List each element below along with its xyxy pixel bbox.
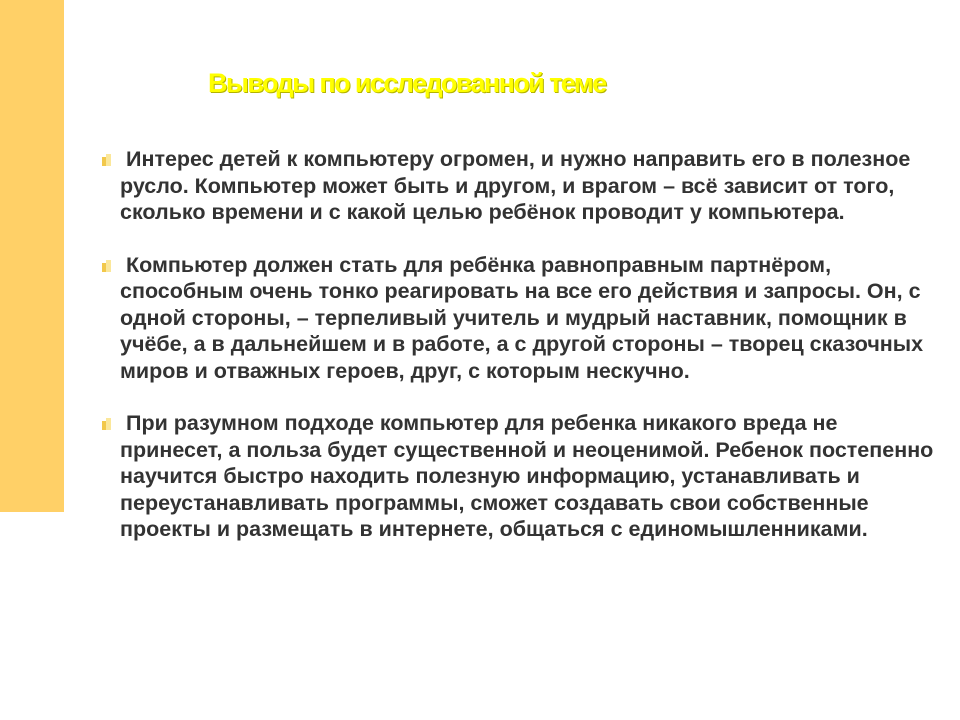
slide-title: Выводы по исследованной теме — [208, 68, 606, 98]
square-bullet-icon — [102, 418, 112, 430]
bullet-text: Компьютер должен стать для ребёнка равноправным партнёром, способным очень тонко реагировать на все его действия и запросы. Он, с одной стороны, – терпеливый учитель и мудрый наставник, помощник в учёбе, а в дальнейшем и в работе, а с другой стороны – творец сказочных миров и отважных героев, друг, с которым нескучно. — [120, 252, 924, 383]
bullet-item — [120, 410, 940, 543]
bullet-text: При разумном подходе компьютер для ребенка никакого вреда не принесет, а польза будет существенной и неоценимой. Ребенок постепенно научится быстро находить полезную информацию, устанавливать и переустанавливать программы, сможет создавать свои собственные проекты и размещать в интернете, общаться с единомышленниками. — [120, 411, 934, 541]
decorative-side-band — [0, 0, 64, 512]
bullet-list — [120, 146, 940, 543]
square-bullet-icon — [102, 260, 112, 272]
bullet-item — [120, 146, 940, 226]
bullet-item — [120, 252, 940, 385]
bullet-text: Интерес детей к компьютеру огромен, и нужно направить его в полезное русло. Компьютер может быть и другом, и врагом – всё зависит от того, сколько времени и с какой целью ребёнок проводит у компьютера. — [120, 147, 911, 224]
square-bullet-icon — [102, 154, 112, 166]
